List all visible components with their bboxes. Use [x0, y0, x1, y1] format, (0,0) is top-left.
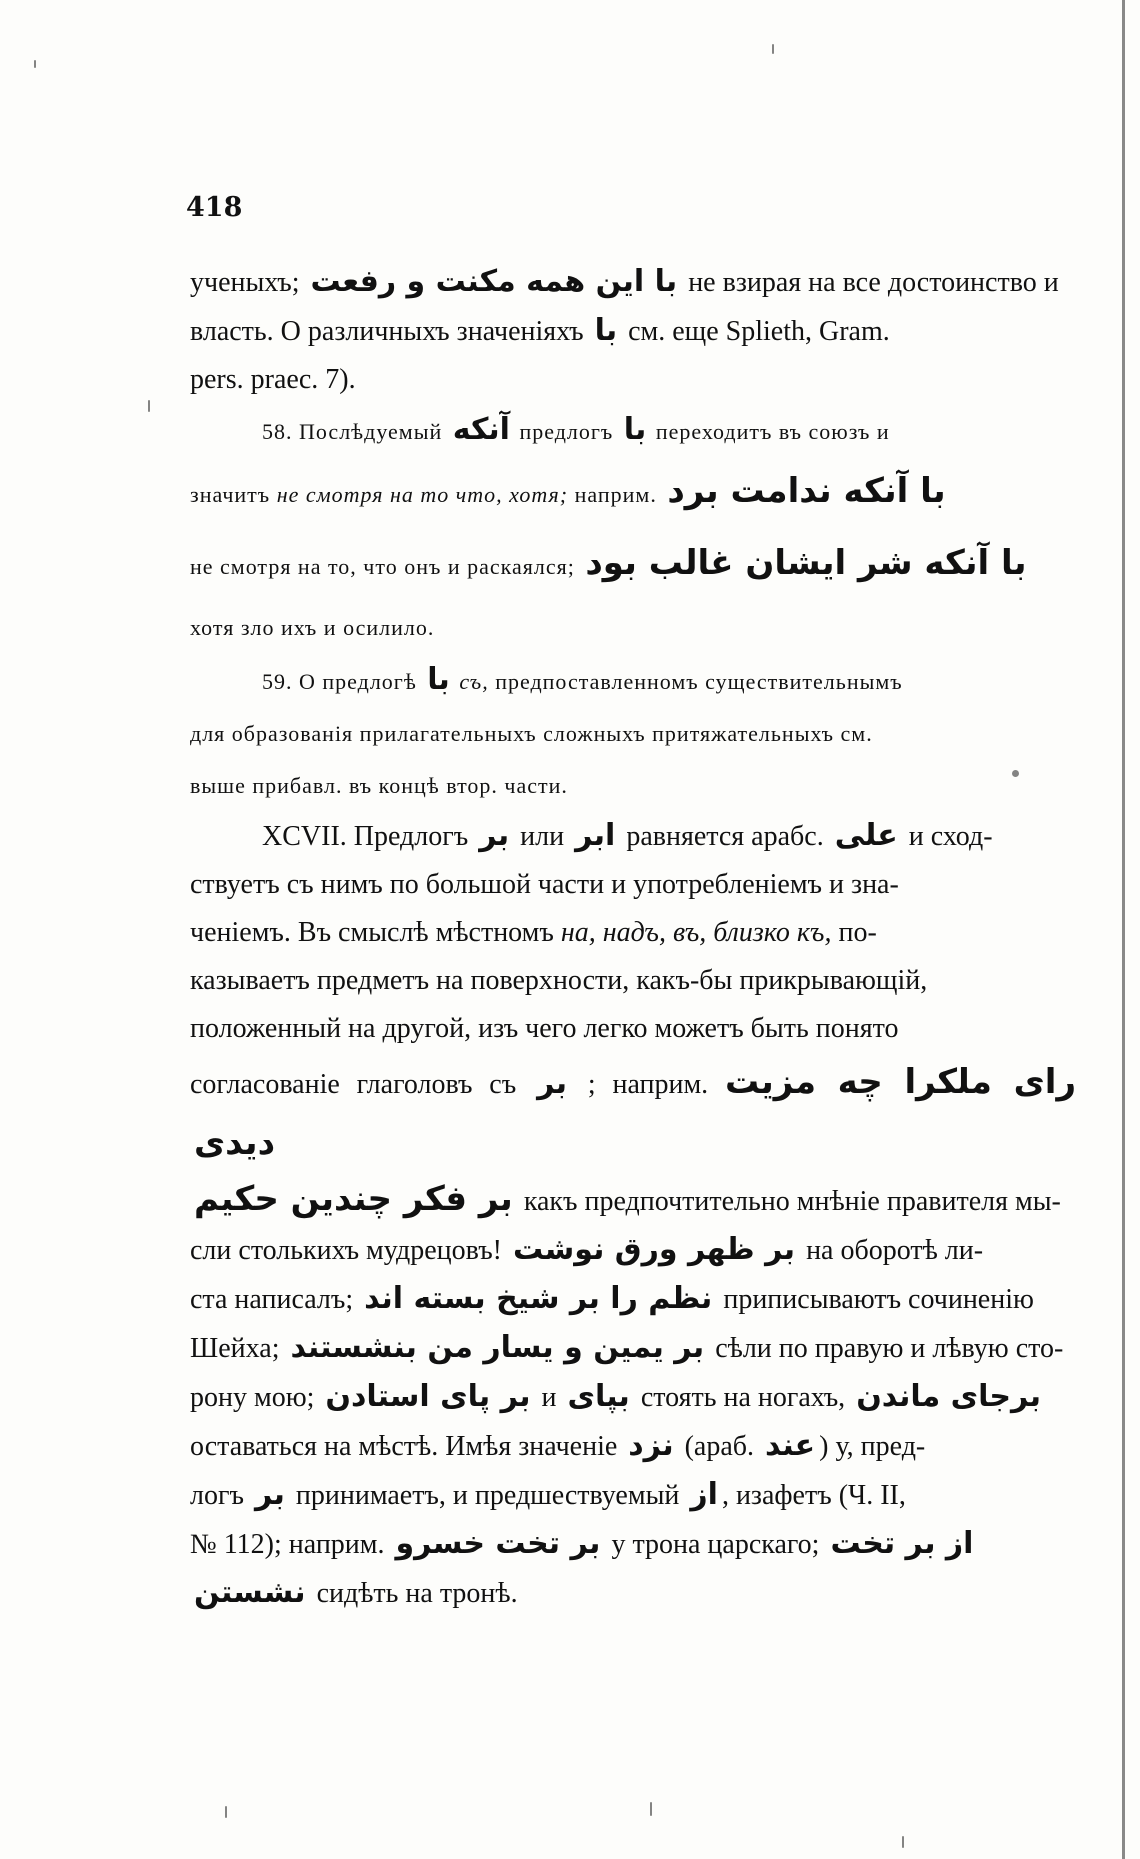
line-text: не смотря на то, что онъ и раскаялся; — [190, 554, 575, 579]
persian-phrase: با — [623, 412, 647, 447]
line-text: переходитъ въ союзъ и — [655, 419, 890, 444]
line-text: 59. О предлогѣ — [262, 669, 417, 694]
line-text: сѣли по правую и лѣвую сто- — [715, 1333, 1064, 1364]
line-text: сидѣть на тронѣ. — [316, 1578, 518, 1609]
line-text: оставаться на мѣстѣ. Имѣя значеніе — [190, 1431, 618, 1462]
line-text: приписываютъ сочиненію — [723, 1284, 1034, 1315]
line-text: ; наприм. — [587, 1069, 709, 1100]
persian-phrase: بر یمین و یسار من بنشستند — [290, 1330, 705, 1365]
line-22 — [190, 1422, 1080, 1471]
persian-phrase: نظم را بر شیخ بسته اند — [364, 1281, 713, 1316]
line-text: какъ предпочтительно мнѣніе правителя мы- — [523, 1186, 1061, 1217]
line-text: согласованіе глаголовъ съ — [190, 1069, 517, 1100]
persian-phrase: بر — [537, 1066, 567, 1101]
line-1 — [190, 258, 1080, 307]
line-14 — [190, 957, 1080, 1005]
line-2 — [190, 307, 1080, 356]
persian-phrase: بر — [254, 1477, 285, 1512]
line-text: сли столькихъ мудрецовъ! — [190, 1235, 502, 1266]
scan-speck — [1012, 770, 1019, 777]
page-edge-shadow — [1122, 0, 1125, 1859]
persian-phrase: ابر — [575, 818, 616, 853]
persian-phrase: با — [594, 313, 618, 348]
line-23 — [190, 1471, 1080, 1520]
persian-phrase: آنکه — [452, 412, 510, 447]
line-text: ста написалъ; — [190, 1284, 354, 1315]
line-15 — [190, 1005, 1080, 1053]
line-text: и сход- — [908, 821, 993, 852]
line-text: логъ — [190, 1480, 244, 1511]
page-number: 418 — [186, 192, 243, 223]
persian-phrase: نزد — [628, 1428, 674, 1463]
line-text: ) у, пред- — [819, 1431, 926, 1462]
persian-phrase: از بر تخت — [830, 1526, 974, 1561]
arabic-word: علی — [834, 818, 898, 853]
line-text: равняется арабс. — [626, 821, 824, 852]
line-16 — [190, 1053, 1080, 1175]
line-25 — [190, 1569, 1080, 1618]
arabic-word: عند — [765, 1428, 816, 1463]
line-text: (араб. — [684, 1431, 755, 1462]
line-text: и — [541, 1382, 557, 1413]
line-9 — [190, 708, 1080, 760]
persian-phrase: بر فکر چندین حکیم — [194, 1179, 513, 1219]
line-text: ствуетъ съ нимъ по большой части и употребленіемъ и зна- — [190, 869, 899, 900]
scan-speck — [225, 1806, 227, 1818]
persian-phrase: بر — [479, 818, 510, 853]
paragraph-xcvii — [190, 812, 1080, 861]
line-text: предпоставленномъ существительнымъ — [495, 669, 903, 694]
line-18 — [190, 1226, 1080, 1275]
persian-phrase: با — [427, 662, 450, 697]
persian-phrase: نشستن — [194, 1575, 306, 1610]
line-text: ченіемъ. Въ смыслѣ мѣстномъ — [190, 917, 554, 948]
line-20 — [190, 1324, 1080, 1373]
line-text: XCVII. Предлогъ — [262, 821, 469, 852]
scan-speck — [650, 1802, 652, 1816]
line-text: рону мою; — [190, 1382, 315, 1413]
line-text: 58. Послѣдуемый — [262, 419, 443, 444]
line-text: положенный на другой, изъ чего легко можетъ быть понято — [190, 1013, 899, 1044]
line-text: хотя зло ихъ и осилило. — [190, 615, 435, 640]
scan-speck — [148, 400, 150, 412]
line-24 — [190, 1520, 1080, 1569]
line-text: значитъ — [190, 482, 271, 507]
line-6 — [190, 528, 1080, 602]
line-text: власть. О различныхъ значеніяхъ — [190, 316, 584, 347]
scan-speck — [902, 1836, 904, 1848]
persian-phrase: رای ملکرا چه مزیت دیدی — [194, 1062, 1077, 1163]
line-text: № 112); наприм. — [190, 1529, 385, 1560]
persian-phrase: برجای ماندن — [856, 1379, 1041, 1414]
line-19 — [190, 1275, 1080, 1324]
persian-phrase: با آنکه شر ایشان غالب بود — [585, 543, 1027, 583]
line-5 — [190, 458, 1080, 528]
persian-phrase: بر پای استادن — [325, 1379, 531, 1414]
persian-phrase: از — [690, 1477, 718, 1512]
line-17 — [190, 1175, 1080, 1226]
line-text: выше прибавл. въ концѣ втор. части. — [190, 773, 568, 798]
line-text: см. еще Splieth, Gram. — [628, 316, 890, 347]
italic-text: не смотря на то что, хотя; — [276, 482, 569, 507]
persian-phrase: با آنکه ندامت برد — [667, 471, 946, 511]
persian-phrase: بپای — [567, 1379, 630, 1414]
persian-phrase: با این همه مکنت و رفعت — [310, 264, 678, 299]
persian-phrase: بر ظهر ورق نوشت — [513, 1232, 796, 1267]
scan-speck — [34, 60, 36, 68]
line-text: наприм. — [574, 482, 657, 507]
line-21 — [190, 1373, 1080, 1422]
line-text: ученыхъ; — [190, 267, 300, 298]
scan-speck — [772, 44, 774, 54]
line-text: для образованія прилагательныхъ сложныхъ притяжательныхъ см. — [190, 721, 873, 746]
line-text: pers. praec. 7). — [190, 364, 356, 395]
line-text: казываетъ предметъ на поверхности, какъ-бы прикрывающій, — [190, 965, 928, 996]
line-text: предлогъ — [519, 419, 614, 444]
line-text: Шейха; — [190, 1333, 280, 1364]
line-text: принимаетъ, и предшествуемый — [295, 1480, 680, 1511]
line-3 — [190, 356, 1080, 404]
line-text: , изафетъ (Ч. II, — [721, 1480, 906, 1511]
line-text: не взирая на все достоинство и — [688, 267, 1059, 298]
line-text: по- — [838, 917, 877, 948]
line-13 — [190, 909, 1080, 957]
italic-text: на, надъ, въ, близко къ, — [560, 917, 832, 948]
body-text — [190, 258, 1080, 1618]
line-text: или — [520, 821, 565, 852]
line-10 — [190, 760, 1080, 812]
persian-phrase: بر تخت خسرو — [395, 1526, 601, 1561]
line-text: у трона царскаго; — [611, 1529, 820, 1560]
line-7 — [190, 602, 1080, 654]
line-text: стоять на ногахъ, — [640, 1382, 846, 1413]
line-12 — [190, 861, 1080, 909]
paragraph-58 — [190, 404, 1080, 458]
line-text: на оборотѣ ли- — [806, 1235, 984, 1266]
paragraph-59 — [190, 654, 1080, 708]
italic-text: съ, — [459, 669, 489, 694]
